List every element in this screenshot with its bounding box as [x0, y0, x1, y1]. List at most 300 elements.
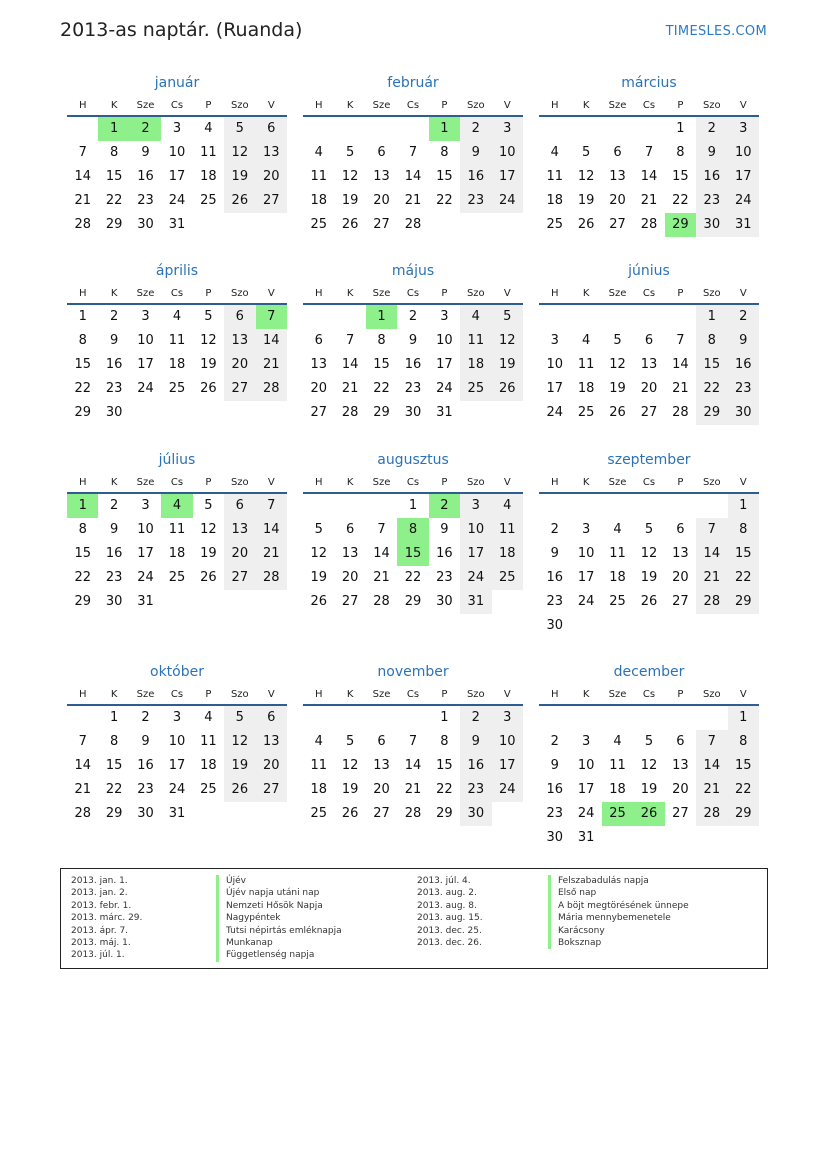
day-cell: 11	[310, 169, 327, 184]
weekend-day-cell: 27	[224, 566, 255, 590]
weekend-day-cell: 9	[460, 730, 491, 754]
day-cell: 14	[404, 758, 422, 773]
week-row	[303, 165, 523, 189]
weekday-label: Szo	[466, 689, 485, 700]
month-name: október	[150, 664, 204, 680]
week-row	[303, 401, 523, 425]
empty-day-cell	[161, 401, 192, 425]
day-cell: 18	[168, 357, 186, 372]
day-cell: 15	[436, 169, 453, 184]
holiday-day-cell: 4	[161, 494, 192, 518]
day-cell: 25	[310, 806, 327, 821]
weekend-day-cell: 23	[460, 778, 491, 802]
month-block	[539, 449, 759, 638]
holiday-day-cell: 2	[429, 494, 460, 518]
weekday-label: V	[739, 477, 747, 488]
day-cell: 8	[78, 333, 87, 348]
day-cell: 23	[105, 570, 123, 585]
empty-day-cell	[303, 706, 334, 730]
empty-day-cell	[193, 590, 224, 614]
day-cell: 19	[640, 782, 658, 797]
day-cell: 16	[404, 357, 422, 372]
day-cell: 16	[436, 546, 453, 561]
week-row	[539, 542, 759, 566]
week-row	[539, 614, 759, 638]
weekday-header	[67, 285, 287, 305]
weekend-day-cell: 10	[460, 518, 491, 542]
empty-day-cell	[492, 401, 523, 425]
weekend-day-cell: 19	[224, 754, 255, 778]
weekend-day-cell: 28	[696, 802, 727, 826]
empty-day-cell	[429, 213, 460, 237]
day-cell: 12	[341, 169, 359, 184]
weekday-label: K	[582, 477, 590, 488]
weekday-label: P	[677, 288, 684, 299]
day-cell: 12	[200, 333, 217, 348]
weekend-day-cell: 19	[492, 353, 523, 377]
day-cell: 14	[74, 758, 91, 773]
day-cell: 1	[676, 121, 685, 136]
weekend-day-cell: 1	[696, 305, 727, 329]
legend-date: 2013. aug. 15.	[417, 913, 483, 924]
weekday-label: K	[582, 689, 590, 700]
weekend-day-cell: 30	[728, 401, 759, 425]
weekday-label: Szo	[702, 100, 721, 111]
weekday-header	[539, 686, 759, 706]
day-cell: 8	[440, 734, 449, 749]
day-cell: 20	[373, 193, 390, 208]
weekend-day-cell: 14	[256, 329, 287, 353]
day-cell: 5	[345, 734, 355, 749]
day-cell: 3	[550, 333, 559, 348]
day-cell: 24	[168, 782, 186, 797]
day-cell: 5	[581, 145, 591, 160]
day-cell: 7	[408, 145, 418, 160]
month-name: december	[613, 664, 685, 680]
empty-day-cell	[602, 826, 633, 850]
empty-day-cell	[193, 213, 224, 237]
day-cell: 12	[200, 522, 217, 537]
week-row	[67, 706, 287, 730]
day-cell: 11	[200, 734, 217, 749]
weekday-label: P	[205, 288, 212, 299]
week-row	[303, 329, 523, 353]
empty-day-cell	[665, 614, 696, 638]
day-cell: 24	[137, 381, 154, 396]
weekend-day-cell: 21	[696, 778, 727, 802]
weekday-label: V	[739, 288, 747, 299]
day-cell: 11	[168, 522, 186, 537]
weekend-day-cell: 14	[696, 542, 727, 566]
weekday-label: Cs	[642, 689, 656, 700]
weekday-label: H	[78, 288, 87, 299]
week-row	[303, 518, 523, 542]
weekend-day-cell: 6	[256, 117, 287, 141]
day-cell: 18	[577, 381, 595, 396]
day-cell: 22	[74, 381, 91, 396]
day-cell: 13	[341, 546, 359, 561]
day-cell: 15	[105, 758, 123, 773]
empty-day-cell	[193, 802, 224, 826]
day-cell: 26	[341, 806, 359, 821]
weekday-label: P	[441, 100, 448, 111]
day-cell: 29	[436, 806, 453, 821]
week-row	[67, 189, 287, 213]
week-row	[539, 165, 759, 189]
weekend-day-cell: 21	[256, 353, 287, 377]
legend-holiday-name: A böjt megtörésének ünnepe	[548, 900, 689, 912]
day-cell: 4	[204, 121, 213, 136]
weekday-header	[67, 474, 287, 494]
day-cell: 1	[440, 710, 449, 725]
day-cell: 31	[577, 830, 595, 845]
day-cell: 21	[672, 381, 689, 396]
day-cell: 12	[310, 546, 327, 561]
weekday-label: Szo	[466, 288, 485, 299]
weekday-label: K	[110, 288, 118, 299]
legend-dates-col-1	[71, 875, 142, 962]
weekend-day-cell: 7	[696, 518, 727, 542]
day-cell: 31	[436, 405, 453, 420]
day-cell: 4	[613, 734, 622, 749]
day-cell: 17	[436, 357, 453, 372]
weekday-label: V	[739, 689, 747, 700]
day-cell: 15	[105, 169, 123, 184]
day-cell: 25	[577, 405, 595, 420]
legend-dates-col-2	[417, 875, 483, 949]
week-row	[539, 353, 759, 377]
week-row	[67, 494, 287, 518]
holiday-day-cell: 26	[633, 802, 664, 826]
weekday-label: Szo	[702, 288, 721, 299]
week-row	[539, 730, 759, 754]
month-block	[539, 661, 759, 850]
legend-names-col-1	[216, 875, 342, 962]
weekend-day-cell: 27	[224, 377, 255, 401]
weekday-label: V	[267, 477, 275, 488]
weekend-day-cell: 6	[224, 494, 255, 518]
day-cell: 11	[577, 357, 595, 372]
day-cell: 4	[204, 710, 213, 725]
week-row	[539, 305, 759, 329]
weekday-label: P	[441, 689, 448, 700]
weekend-day-cell: 24	[728, 189, 759, 213]
week-row	[303, 730, 523, 754]
day-cell: 7	[78, 145, 87, 160]
weekday-label: H	[314, 689, 323, 700]
month-block	[303, 72, 523, 237]
empty-day-cell	[602, 117, 633, 141]
legend-date: 2013. márc. 29.	[71, 913, 143, 924]
weekend-day-cell: 30	[460, 802, 491, 826]
week-row	[539, 494, 759, 518]
legend-holiday-name: Munkanap	[216, 937, 342, 949]
day-cell: 26	[200, 570, 217, 585]
weekday-label: Cs	[642, 288, 656, 299]
weekend-day-cell: 31	[728, 213, 759, 237]
week-row	[67, 802, 287, 826]
empty-day-cell	[696, 826, 727, 850]
empty-day-cell	[492, 590, 523, 614]
week-row	[67, 778, 287, 802]
legend-holiday-name: Boksznap	[548, 937, 689, 949]
holiday-day-cell: 29	[665, 213, 696, 237]
empty-day-cell	[570, 494, 601, 518]
weekday-label: H	[550, 288, 559, 299]
weekend-day-cell: 15	[728, 754, 759, 778]
week-row	[67, 213, 287, 237]
day-cell: 6	[314, 333, 323, 348]
week-row	[67, 518, 287, 542]
weekday-label: P	[205, 689, 212, 700]
week-row	[67, 305, 287, 329]
week-row	[303, 754, 523, 778]
day-cell: 19	[310, 570, 327, 585]
legend-holiday-name: Nagypéntek	[216, 912, 342, 924]
day-cell: 3	[141, 309, 150, 324]
weekend-day-cell: 20	[256, 754, 287, 778]
day-cell: 23	[137, 193, 154, 208]
site-link[interactable]: TIMESLES.COM	[665, 24, 767, 39]
day-cell: 29	[74, 594, 91, 609]
day-cell: 12	[640, 758, 658, 773]
week-row	[539, 213, 759, 237]
weekend-day-cell: 11	[492, 518, 523, 542]
week-row	[303, 189, 523, 213]
day-cell: 21	[404, 782, 422, 797]
day-cell: 15	[74, 357, 91, 372]
week-row	[539, 754, 759, 778]
weekend-day-cell: 8	[728, 518, 759, 542]
day-cell: 29	[74, 405, 91, 420]
day-cell: 13	[672, 758, 689, 773]
empty-day-cell	[696, 614, 727, 638]
day-cell: 15	[436, 758, 453, 773]
weekend-day-cell: 30	[696, 213, 727, 237]
day-cell: 10	[168, 145, 186, 160]
week-row	[539, 377, 759, 401]
empty-day-cell	[633, 614, 664, 638]
day-cell: 2	[141, 710, 150, 725]
day-cell: 15	[74, 546, 91, 561]
empty-day-cell	[570, 614, 601, 638]
day-cell: 25	[609, 594, 626, 609]
weekday-label: Sze	[136, 689, 155, 700]
holiday-day-cell: 15	[397, 542, 428, 566]
month-block	[67, 260, 287, 425]
weekend-day-cell: 3	[492, 117, 523, 141]
day-cell: 3	[141, 498, 150, 513]
day-cell: 18	[310, 782, 327, 797]
day-cell: 4	[613, 522, 622, 537]
empty-day-cell	[696, 706, 727, 730]
day-cell: 13	[609, 169, 626, 184]
day-cell: 17	[577, 782, 595, 797]
weekday-label: K	[346, 477, 354, 488]
holiday-day-cell: 1	[366, 305, 397, 329]
day-cell: 13	[672, 546, 689, 561]
empty-day-cell	[193, 401, 224, 425]
day-cell: 6	[377, 145, 386, 160]
day-cell: 9	[141, 734, 150, 749]
day-cell: 30	[137, 217, 154, 232]
weekday-header	[303, 474, 523, 494]
day-cell: 21	[341, 381, 359, 396]
weekday-label: V	[503, 100, 511, 111]
day-cell: 13	[310, 357, 327, 372]
day-cell: 24	[546, 405, 563, 420]
weekday-header	[539, 97, 759, 117]
month-block	[539, 72, 759, 237]
empty-day-cell	[492, 802, 523, 826]
weekday-label: K	[110, 477, 118, 488]
empty-day-cell	[256, 802, 287, 826]
weekend-day-cell: 5	[224, 117, 255, 141]
week-row	[67, 165, 287, 189]
day-cell: 12	[640, 546, 658, 561]
month-name: május	[391, 263, 435, 279]
day-cell: 7	[644, 145, 654, 160]
week-row	[303, 305, 523, 329]
weekday-header	[67, 686, 287, 706]
weekend-day-cell: 2	[460, 706, 491, 730]
weekday-label: Cs	[170, 689, 184, 700]
week-row	[67, 329, 287, 353]
day-cell: 4	[314, 734, 323, 749]
weekday-label: Szo	[230, 288, 249, 299]
weekday-label: K	[346, 689, 354, 700]
legend-holiday-name: Tutsi népirtás emléknapja	[216, 925, 342, 937]
weekend-day-cell: 17	[492, 754, 523, 778]
day-cell: 30	[404, 405, 422, 420]
weekend-day-cell: 16	[728, 353, 759, 377]
legend-holiday-name: Mária mennybemenetele	[548, 912, 689, 924]
day-cell: 17	[168, 169, 186, 184]
weekend-day-cell: 24	[492, 778, 523, 802]
weekend-day-cell: 2	[460, 117, 491, 141]
weekday-label: Cs	[170, 477, 184, 488]
day-cell: 5	[314, 522, 323, 537]
day-cell: 20	[672, 570, 689, 585]
day-cell: 22	[74, 570, 91, 585]
day-cell: 1	[78, 309, 87, 324]
week-row	[539, 778, 759, 802]
weekend-day-cell: 17	[460, 542, 491, 566]
day-cell: 22	[105, 782, 123, 797]
day-cell: 8	[109, 734, 119, 749]
day-cell: 10	[168, 734, 186, 749]
day-cell: 25	[168, 570, 186, 585]
day-cell: 7	[377, 522, 386, 537]
day-cell: 29	[105, 217, 123, 232]
day-cell: 12	[577, 169, 595, 184]
weekend-day-cell: 1	[728, 494, 759, 518]
weekday-label: Cs	[406, 477, 420, 488]
day-cell: 6	[676, 734, 685, 749]
day-cell: 23	[546, 806, 563, 821]
week-row	[67, 754, 287, 778]
week-row	[539, 590, 759, 614]
weekend-day-cell: 20	[224, 542, 255, 566]
day-cell: 19	[577, 193, 595, 208]
day-cell: 27	[672, 806, 689, 821]
weekday-label: Szo	[702, 477, 721, 488]
day-cell: 27	[373, 217, 390, 232]
day-cell: 16	[546, 570, 563, 585]
day-cell: 17	[577, 570, 595, 585]
day-cell: 27	[373, 806, 390, 821]
day-cell: 2	[550, 522, 559, 537]
week-row	[67, 566, 287, 590]
empty-day-cell	[728, 826, 759, 850]
day-cell: 21	[640, 193, 658, 208]
week-row	[539, 117, 759, 141]
empty-day-cell	[633, 706, 664, 730]
day-cell: 10	[577, 546, 595, 561]
weekday-label: K	[346, 100, 354, 111]
weekend-day-cell: 10	[728, 141, 759, 165]
month-block	[303, 449, 523, 614]
week-row	[67, 401, 287, 425]
month-name: február	[387, 75, 439, 91]
weekday-label: H	[78, 100, 87, 111]
weekday-label: H	[550, 100, 559, 111]
legend-holiday-name: Függetlenség napja	[216, 949, 342, 961]
day-cell: 22	[436, 193, 453, 208]
empty-day-cell	[256, 213, 287, 237]
weekday-label: H	[314, 100, 323, 111]
day-cell: 11	[609, 758, 626, 773]
day-cell: 4	[314, 145, 323, 160]
weekday-label: Sze	[372, 689, 391, 700]
week-row	[303, 117, 523, 141]
day-cell: 26	[640, 594, 658, 609]
weekday-label: H	[78, 477, 87, 488]
weekday-label: Szo	[702, 689, 721, 700]
holiday-day-cell: 2	[130, 117, 161, 141]
day-cell: 8	[440, 145, 449, 160]
day-cell: 14	[341, 357, 359, 372]
day-cell: 13	[640, 357, 658, 372]
day-cell: 4	[172, 309, 182, 324]
empty-day-cell	[539, 305, 570, 329]
day-cell: 7	[408, 734, 418, 749]
weekday-label: V	[739, 100, 747, 111]
weekday-label: P	[441, 288, 448, 299]
holiday-day-cell: 25	[602, 802, 633, 826]
empty-day-cell	[303, 494, 334, 518]
week-row	[539, 189, 759, 213]
empty-day-cell	[67, 706, 98, 730]
day-cell: 18	[609, 570, 626, 585]
day-cell: 28	[672, 405, 689, 420]
month-name: június	[628, 263, 670, 279]
empty-day-cell	[161, 590, 192, 614]
day-cell: 24	[577, 594, 595, 609]
day-cell: 18	[609, 782, 626, 797]
day-cell: 10	[436, 333, 453, 348]
empty-day-cell	[602, 614, 633, 638]
day-cell: 30	[137, 806, 154, 821]
weekend-day-cell: 14	[696, 754, 727, 778]
week-row	[539, 826, 759, 850]
day-cell: 5	[345, 145, 355, 160]
empty-day-cell	[633, 494, 664, 518]
month-name: április	[155, 263, 199, 279]
day-cell: 27	[609, 217, 626, 232]
weekday-label: P	[205, 477, 212, 488]
day-cell: 24	[168, 193, 186, 208]
